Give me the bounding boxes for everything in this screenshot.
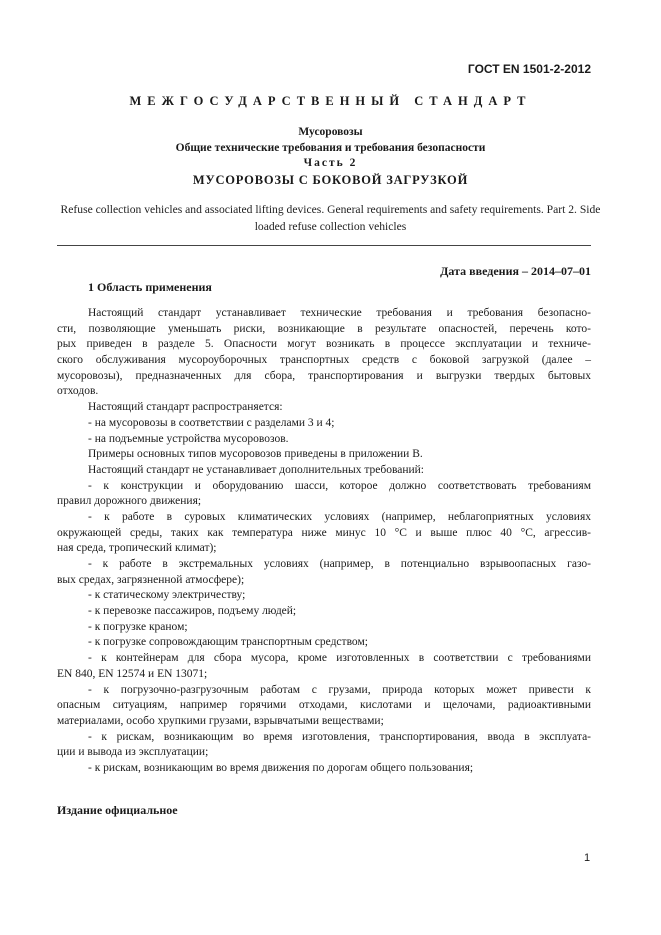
body-line: - к конструкции и оборудованию шасси, которое должно соответствовать требованиям [88, 479, 591, 492]
title-block [0, 125, 661, 189]
body-line: - на мусоровозы в соответствии с разделами 3 и 4; [88, 416, 335, 429]
body-line: ная среда, тропический климат); [57, 542, 217, 555]
body-line: Настоящий стандарт распространяется: [88, 401, 283, 414]
section-heading: 1 Область применения [88, 280, 212, 294]
body-text [57, 306, 591, 777]
title-part: Часть 2 [303, 157, 358, 169]
english-title: Refuse collection vehicles and associated lifting devices. General requirements and safety requirements. Part 2. Side loaded refuse collection vehicles [60, 203, 601, 233]
page-number: 1 [584, 852, 591, 864]
body-line: мусоровозы), предназначенных для сбора, транспортирования и выгрузки твердых бытовых [57, 369, 591, 382]
body-line: отходов. [57, 385, 99, 398]
body-line: рых приведен в разделе 5. Опасности могут возникать в процессе эксплуатации и техниче- [57, 338, 591, 351]
body-line: опасным ситуациям, например горячими отходами, кислотами и щелочами, радиоактивными [57, 699, 591, 712]
body-line: EN 840, EN 12574 и EN 13071; [57, 667, 208, 680]
standard-type-heading: МЕЖГОСУДАРСТВЕННЫЙ СТАНДАРТ [129, 94, 532, 108]
body-line: - к рискам, возникающим во время движения по дорогам общего пользования; [88, 761, 474, 774]
body-line: - к погрузке краном; [88, 620, 188, 633]
body-line: - к работе в суровых климатических условиях (например, неблагоприятных условиях [88, 510, 591, 523]
body-line: - к рискам, возникающим во время изготовления, транспортирования, ввода в эксплуата- [88, 730, 591, 743]
body-line: ции и вывода из эксплуатации; [57, 746, 209, 759]
body-line: ского обслуживания мусороуборочных транспортных средств с боковой загрузкой (далее – [57, 354, 591, 367]
body-line: вых средах, загрязненной атмосфере); [57, 573, 245, 586]
standard-code: ГОСТ EN 1501-2-2012 [467, 62, 591, 76]
body-line: - к погрузочно-разгрузочным работам с грузами, природа которых может привести к [88, 683, 591, 696]
body-line: - на подъемные устройства мусоровозов. [88, 432, 289, 445]
body-line: сти, позволяющие уменьшать риски, возникающие в результате опасностей, перечень кото- [57, 322, 591, 335]
body-line: - к погрузке сопровождающим транспортным средством; [88, 636, 368, 649]
introduction-date: Дата введения – 2014–07–01 [440, 264, 591, 278]
body-line: материалами, особо хрупкими грузами, взрывчатыми веществами; [57, 714, 384, 727]
title-line-1: Мусоровозы [298, 126, 363, 138]
title-main: МУСОРОВОЗЫ С БОКОВОЙ ЗАГРУЗКОЙ [192, 172, 469, 187]
body-line: Примеры основных типов мусоровозов приведены в приложении В. [88, 448, 423, 461]
body-line: - к статическому электричеству; [88, 589, 246, 602]
body-line: - к перевозке пассажиров, подъему людей; [88, 605, 297, 618]
body-line: - к работе в экстремальных условиях (например, в потенциально взрывоопасных газо- [88, 558, 591, 570]
body-line: Настоящий стандарт не устанавливает дополнительных требований: [88, 463, 424, 476]
title-line-2: Общие технические требования и требования безопасности [175, 141, 486, 154]
body-line: правил дорожного движения; [57, 495, 202, 508]
title-divider [57, 245, 591, 246]
body-line: Настоящий стандарт устанавливает технические требования и требования безопасно- [88, 307, 591, 319]
edition-note: Издание официальное [57, 803, 178, 817]
body-line: - к контейнерам для сбора мусора, кроме изготовленных в соответствии с требованиями [88, 652, 591, 665]
body-line: окружающей среды, таких как температура ниже минус 10 °С и выше плюс 40 °С, агрессив- [57, 526, 591, 539]
